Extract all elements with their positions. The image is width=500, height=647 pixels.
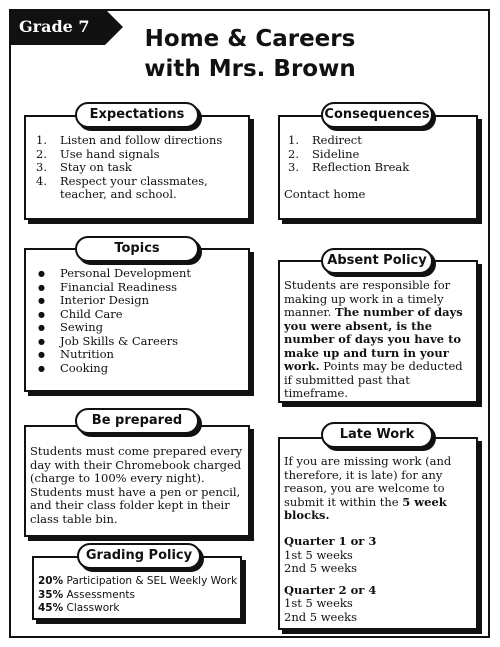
consequences-heading: Consequences xyxy=(321,102,433,128)
consequences-list xyxy=(288,134,472,175)
grade-label: Grade 7 xyxy=(19,17,90,36)
table-row: 35% Assessments xyxy=(38,588,135,601)
list-item: 1st 5 weeks xyxy=(284,596,353,610)
page-title xyxy=(0,24,500,84)
be-prepared-heading: Be prepared xyxy=(75,408,199,434)
list-item: 2. Sideline xyxy=(288,146,360,161)
list-item: 3. Reflection Break xyxy=(288,160,410,174)
list-item: 2. Use hand signals xyxy=(36,146,160,161)
absent-policy-text: Students are responsible for making up work in a timely manner. The number of days you were absent, is the number of days you have to make up and turn in your work. Points may be deducted if submitted past that timeframe. xyxy=(284,278,463,400)
late-work-quarters xyxy=(284,535,474,624)
grading-policy-list xyxy=(38,575,242,616)
table-row: 20% Participation & SEL Weekly Work xyxy=(38,575,238,587)
list-item: 4. Respect your classmates, teacher, and school. xyxy=(36,173,208,201)
quarter-1-heading: Quarter 1 or 3 xyxy=(284,534,377,548)
list-item: 2nd 5 weeks xyxy=(284,561,358,575)
list-item: 1. Listen and follow directions xyxy=(36,133,223,147)
list-item: ● Child Care xyxy=(36,308,246,322)
list-item: ● Personal Development xyxy=(36,267,246,281)
table-row: 45% Classwork xyxy=(38,602,120,614)
list-item: 3. Stay on task xyxy=(36,160,132,174)
list-item: ● Cooking xyxy=(36,362,246,376)
absent-policy-heading: Absent Policy xyxy=(321,248,433,274)
list-item: ● Job Skills & Careers xyxy=(36,335,246,349)
list-item: ● Sewing xyxy=(36,321,246,335)
quarter-2-heading: Quarter 2 or 4 xyxy=(284,582,377,597)
consequences-footer: Contact home xyxy=(284,187,366,201)
list-item: ● Interior Design xyxy=(36,294,246,308)
expectations-list xyxy=(36,134,246,202)
title-line-1: Home & Careers xyxy=(144,26,356,52)
topics-heading: Topics xyxy=(75,236,199,262)
topics-list xyxy=(36,267,246,375)
late-work-heading: Late Work xyxy=(321,422,433,448)
list-item: 2nd 5 weeks xyxy=(284,609,358,624)
grading-policy-heading: Grading Policy xyxy=(77,543,201,569)
expectations-heading: Expectations xyxy=(75,102,199,128)
list-item: ● Financial Readiness xyxy=(36,281,246,295)
list-item: 1st 5 weeks xyxy=(284,547,353,562)
title-line-2: with Mrs. Brown xyxy=(144,56,356,82)
late-work-text: If you are missing work (and therefore, it is late) for any reason, you are welcome to submit it within the 5 week blocks. xyxy=(284,454,452,522)
be-prepared-text: Students must come prepared every day with their Chromebook charged (charge to 100% every night). Students must have a pen or pencil, and their class folder kept in their class table bin. xyxy=(30,444,243,526)
list-item: 1. Redirect xyxy=(288,133,362,147)
list-item: ● Nutrition xyxy=(36,348,246,362)
